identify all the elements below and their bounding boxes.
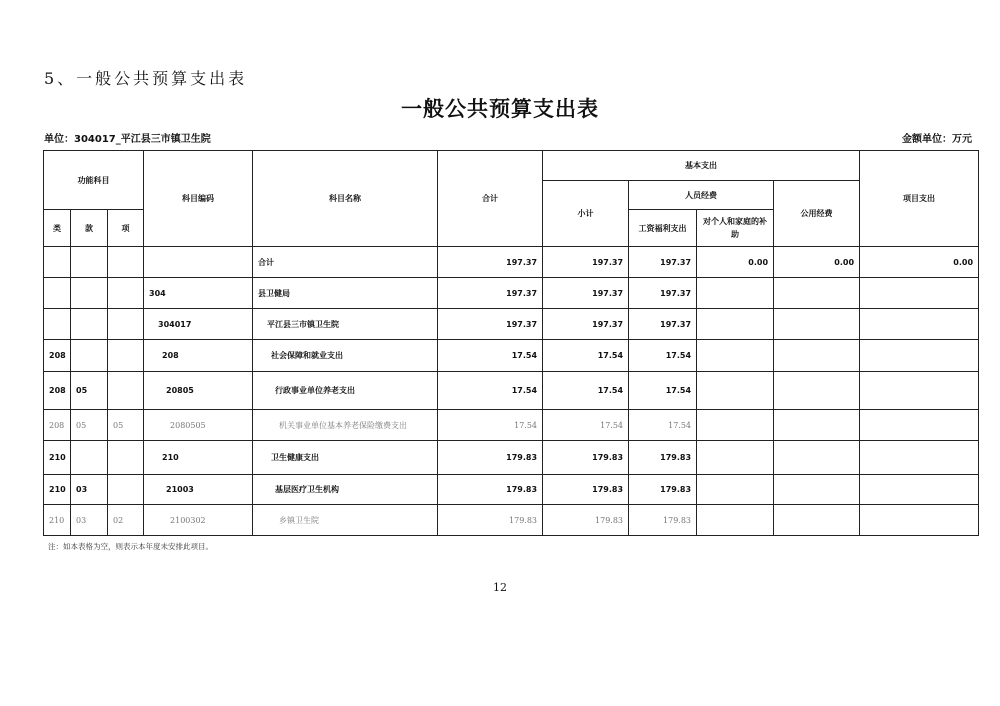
cell-wages: 17.54 xyxy=(629,410,697,441)
cell-total: 179.83 xyxy=(438,441,543,475)
cell-public xyxy=(774,278,860,309)
cell-kuan: 05 xyxy=(71,372,108,410)
cell-xiang xyxy=(108,340,144,372)
cell-name: 平江县三市镇卫生院 xyxy=(253,309,438,340)
cell-kuan: 05 xyxy=(71,410,108,441)
cell-kuan: 03 xyxy=(71,505,108,536)
cell-name: 乡镇卫生院 xyxy=(253,505,438,536)
cell-subsidy xyxy=(697,372,774,410)
cell-name: 卫生健康支出 xyxy=(253,441,438,475)
cell-subsidy xyxy=(697,340,774,372)
cell-project xyxy=(860,410,979,441)
page-number: 12 xyxy=(493,581,507,594)
cell-project xyxy=(860,340,979,372)
cell-kuan xyxy=(71,340,108,372)
cell-xiang xyxy=(108,372,144,410)
cell-subtotal: 179.83 xyxy=(543,441,629,475)
page-title: 一般公共预算支出表 xyxy=(401,97,599,121)
table-row xyxy=(44,505,979,536)
cell-name: 基层医疗卫生机构 xyxy=(253,475,438,505)
cell-public: 0.00 xyxy=(774,247,860,278)
cell-lei xyxy=(44,247,71,278)
cell-subtotal: 197.37 xyxy=(543,309,629,340)
cell-project: 0.00 xyxy=(860,247,979,278)
cell-code: 21003 xyxy=(144,475,253,505)
cell-subtotal: 179.83 xyxy=(543,475,629,505)
cell-wages: 17.54 xyxy=(629,372,697,410)
cell-total: 179.83 xyxy=(438,475,543,505)
cell-project xyxy=(860,441,979,475)
cell-kuan xyxy=(71,441,108,475)
cell-public xyxy=(774,372,860,410)
header-basic: 基本支出 xyxy=(543,151,860,181)
header-subtotal: 小计 xyxy=(543,181,629,247)
cell-lei: 208 xyxy=(44,372,71,410)
cell-public xyxy=(774,340,860,372)
cell-code xyxy=(144,247,253,278)
cell-subtotal: 17.54 xyxy=(543,340,629,372)
header-total: 合计 xyxy=(438,151,543,247)
cell-name: 合计 xyxy=(253,247,438,278)
cell-xiang: 02 xyxy=(108,505,144,536)
cell-subtotal: 197.37 xyxy=(543,278,629,309)
header-code: 科目编码 xyxy=(144,151,253,247)
cell-subsidy: 0.00 xyxy=(697,247,774,278)
cell-wages: 197.37 xyxy=(629,278,697,309)
cell-total: 179.83 xyxy=(438,505,543,536)
table-row xyxy=(44,340,979,372)
cell-lei: 210 xyxy=(44,505,71,536)
cell-subtotal: 17.54 xyxy=(543,410,629,441)
cell-code: 208 xyxy=(144,340,253,372)
section-title: 5、一般公共预算支出表 xyxy=(44,69,248,88)
table-row xyxy=(44,372,979,410)
cell-code: 2080505 xyxy=(144,410,253,441)
cell-public xyxy=(774,441,860,475)
cell-kuan xyxy=(71,247,108,278)
cell-subsidy xyxy=(697,410,774,441)
cell-lei xyxy=(44,309,71,340)
header-kuan: 款 xyxy=(71,210,108,247)
cell-lei xyxy=(44,278,71,309)
cell-xiang xyxy=(108,441,144,475)
cell-total: 197.37 xyxy=(438,309,543,340)
cell-project xyxy=(860,505,979,536)
cell-subsidy xyxy=(697,278,774,309)
cell-name: 行政事业单位养老支出 xyxy=(253,372,438,410)
table-row xyxy=(44,475,979,505)
cell-code: 304017 xyxy=(144,309,253,340)
cell-kuan xyxy=(71,278,108,309)
cell-code: 210 xyxy=(144,441,253,475)
cell-name: 机关事业单位基本养老保险缴费支出 xyxy=(253,410,438,441)
table-row xyxy=(44,441,979,475)
cell-xiang xyxy=(108,247,144,278)
cell-lei: 208 xyxy=(44,410,71,441)
cell-code: 304 xyxy=(144,278,253,309)
cell-subtotal: 179.83 xyxy=(543,505,629,536)
cell-wages: 179.83 xyxy=(629,505,697,536)
header-name: 科目名称 xyxy=(253,151,438,247)
cell-subsidy xyxy=(697,309,774,340)
table-row xyxy=(44,278,979,309)
cell-name: 县卫健局 xyxy=(253,278,438,309)
cell-wages: 179.83 xyxy=(629,441,697,475)
table-row xyxy=(44,309,979,340)
cell-total: 17.54 xyxy=(438,410,543,441)
cell-lei: 208 xyxy=(44,340,71,372)
header-subsidy: 对个人和家庭的补助 xyxy=(697,210,774,247)
cell-lei: 210 xyxy=(44,475,71,505)
cell-code: 20805 xyxy=(144,372,253,410)
cell-public xyxy=(774,475,860,505)
cell-xiang: 05 xyxy=(108,410,144,441)
cell-name: 社会保障和就业支出 xyxy=(253,340,438,372)
cell-total: 197.37 xyxy=(438,278,543,309)
cell-subsidy xyxy=(697,441,774,475)
header-personnel: 人员经费 xyxy=(629,181,774,210)
header-public: 公用经费 xyxy=(774,181,860,247)
unit-label: 单位：304017_平江县三市镇卫生院 xyxy=(44,134,211,145)
header-lei: 类 xyxy=(44,210,71,247)
cell-kuan: 03 xyxy=(71,475,108,505)
header-xiang: 项 xyxy=(108,210,144,247)
cell-xiang xyxy=(108,475,144,505)
cell-public xyxy=(774,410,860,441)
cell-total: 197.37 xyxy=(438,247,543,278)
cell-xiang xyxy=(108,278,144,309)
cell-project xyxy=(860,278,979,309)
cell-total: 17.54 xyxy=(438,372,543,410)
cell-wages: 197.37 xyxy=(629,247,697,278)
cell-project xyxy=(860,309,979,340)
cell-subtotal: 197.37 xyxy=(543,247,629,278)
cell-subsidy xyxy=(697,505,774,536)
table-row xyxy=(44,410,979,441)
header-func-subject: 功能科目 xyxy=(44,151,144,210)
header-wages: 工资福利支出 xyxy=(629,210,697,247)
cell-subtotal: 17.54 xyxy=(543,372,629,410)
cell-lei: 210 xyxy=(44,441,71,475)
cell-project xyxy=(860,475,979,505)
header-project: 项目支出 xyxy=(860,151,979,247)
budget-table xyxy=(43,150,979,536)
cell-public xyxy=(774,505,860,536)
money-unit-label: 金额单位：万元 xyxy=(902,134,972,145)
cell-project xyxy=(860,372,979,410)
cell-wages: 197.37 xyxy=(629,309,697,340)
cell-wages: 17.54 xyxy=(629,340,697,372)
cell-total: 17.54 xyxy=(438,340,543,372)
footnote: 注：如本表格为空，则表示本年度未安排此项目。 xyxy=(48,542,213,551)
cell-subsidy xyxy=(697,475,774,505)
cell-kuan xyxy=(71,309,108,340)
cell-code: 2100302 xyxy=(144,505,253,536)
table-row xyxy=(44,247,979,278)
cell-wages: 179.83 xyxy=(629,475,697,505)
cell-public xyxy=(774,309,860,340)
cell-xiang xyxy=(108,309,144,340)
